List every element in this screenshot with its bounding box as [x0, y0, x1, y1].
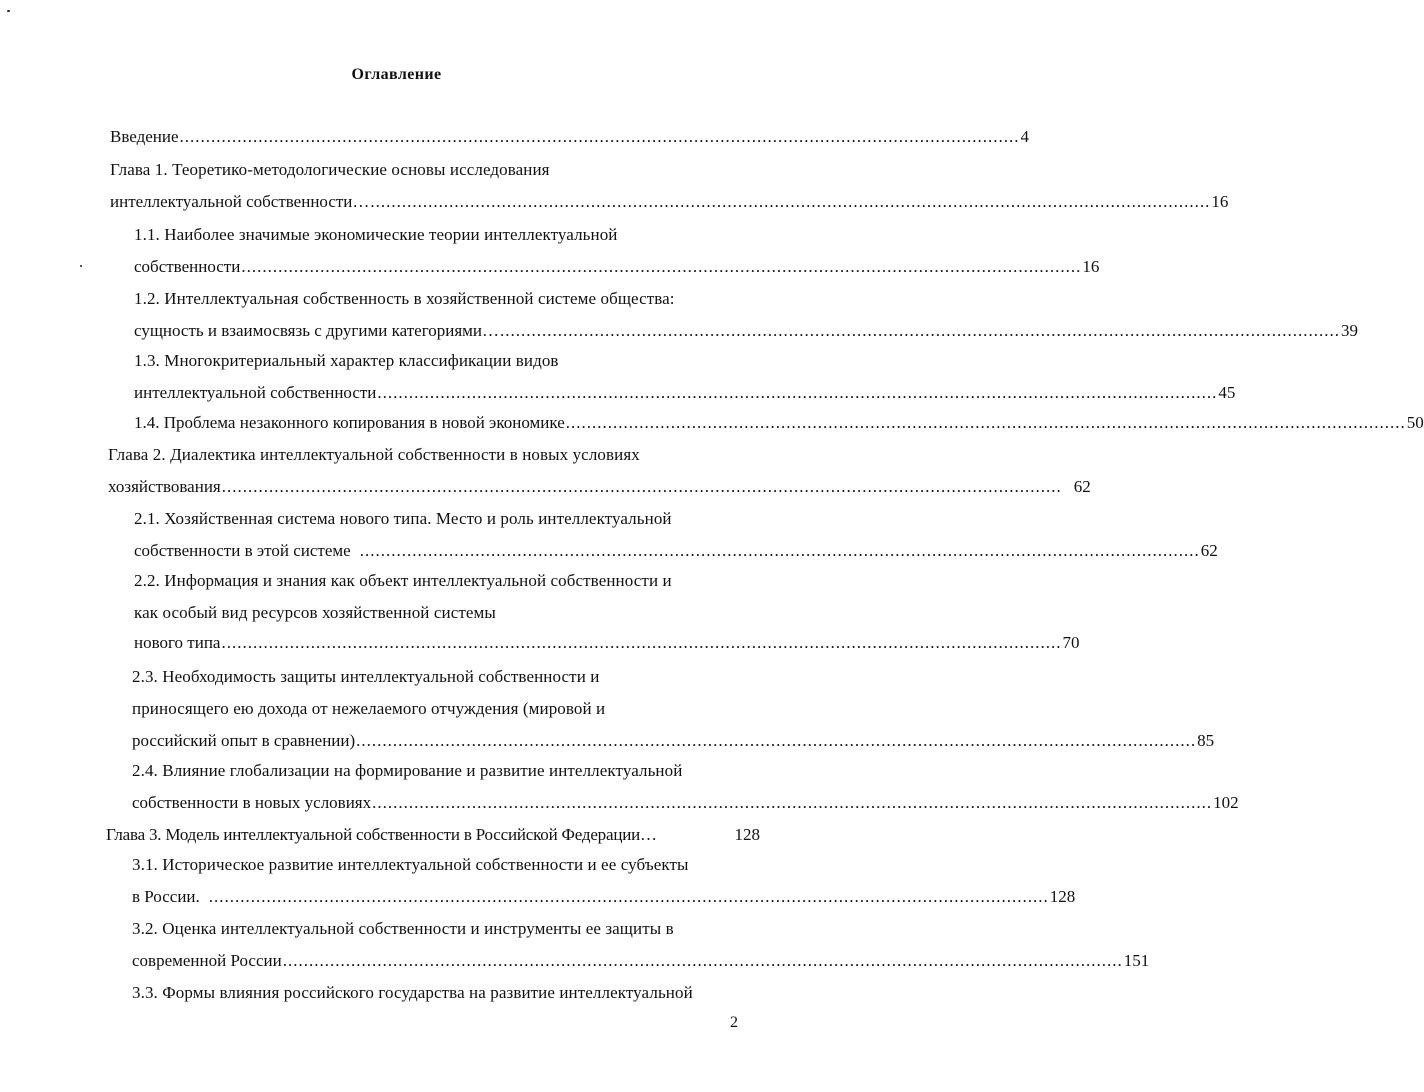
toc-entry-page: 16: [1082, 257, 1100, 276]
scan-speck: [7, 10, 10, 12]
toc-entry-text[interactable]: приносящего ею дохода от нежелаемого отчуждения (мировой и: [132, 699, 606, 718]
dot-leader: ................................................................................................................................................................: [179, 127, 1020, 146]
page-title: Оглавление: [351, 66, 442, 83]
toc-entry-text: интеллектуальной собственности: [134, 383, 377, 402]
toc-entry-text: Глава 3. Модель интеллектуальной собственности в Российской Федерации…: [106, 825, 657, 844]
toc-entry[interactable]: [134, 412, 1424, 434]
toc-entry-text: хозяйствования: [108, 477, 221, 496]
toc-entry-page: 128: [1049, 887, 1076, 906]
dot-leader: ................................................................................................................................................................: [282, 951, 1123, 970]
toc-entry-text[interactable]: 3.3. Формы влияния российского государства на развитие интеллектуальной: [132, 983, 693, 1002]
toc-entry[interactable]: [134, 320, 1359, 342]
toc-entry-text: в России.: [132, 887, 200, 906]
toc-entry[interactable]: [110, 191, 1229, 213]
toc-entry-page: 62: [1073, 477, 1091, 496]
toc-entry-text[interactable]: 2.3. Необходимость защиты интеллектуальной собственности и: [132, 667, 600, 686]
toc-entry-page: 85: [1197, 731, 1215, 750]
toc-entry-text[interactable]: 1.3. Многокритериальный характер классификации видов: [134, 351, 559, 370]
dot-leader: ................................................................................................................................................................: [372, 793, 1213, 812]
toc-entry[interactable]: [110, 126, 1030, 148]
toc-entry[interactable]: [134, 256, 1100, 278]
toc-entry-page: 45: [1218, 383, 1236, 402]
toc-entry-page: 39: [1341, 321, 1359, 340]
toc-entry-text: собственности: [134, 257, 241, 276]
toc-entry[interactable]: [134, 382, 1236, 404]
toc-entry[interactable]: [134, 632, 1080, 654]
toc-entry-text: Введение: [110, 127, 179, 146]
toc-entry-page: 16: [1211, 192, 1229, 211]
toc-entry-page: 70: [1062, 633, 1080, 652]
toc-entry-page: 62: [1200, 541, 1218, 560]
toc-entry-page: 50: [1406, 413, 1424, 432]
toc-entry[interactable]: [134, 540, 1218, 562]
dot-leader: ................................................................................................................................................................: [370, 192, 1211, 211]
dot-leader: ................................................................................................................................................................: [208, 887, 1049, 906]
toc-entry-text[interactable]: 1.1. Наиболее значимые экономические теории интеллектуальной: [134, 225, 618, 244]
dot-leader: ................................................................................................................................................................: [565, 413, 1406, 432]
dot-leader: ................................................................................................................................................................: [241, 257, 1082, 276]
page-number: 2: [730, 1014, 738, 1031]
toc-entry[interactable]: [106, 824, 760, 846]
toc-entry[interactable]: [132, 792, 1239, 814]
toc-entry[interactable]: [108, 476, 1091, 498]
dot-leader: ................................................................................................................................................................: [377, 383, 1218, 402]
toc-entry-page: 128: [734, 825, 760, 844]
toc-entry-text[interactable]: 3.1. Историческое развитие интеллектуальной собственности и ее субъекты: [132, 855, 689, 874]
toc-entry-text: нового типа: [134, 633, 221, 652]
toc-entry-page: 4: [1020, 127, 1030, 146]
toc-entry[interactable]: [132, 886, 1076, 908]
toc-entry-text: российский опыт в сравнении): [132, 731, 356, 750]
toc-entry-text: сущность и взаимосвязь с другими категориями…: [134, 321, 500, 340]
toc-entry-text: интеллектуальной собственности…: [110, 192, 370, 211]
toc-entry-text[interactable]: 1.2. Интеллектуальная собственность в хозяйственной системе общества:: [134, 289, 675, 308]
dot-leader: ................................................................................................................................................................: [221, 633, 1062, 652]
toc-entry-text: собственности в этой системе: [134, 541, 351, 560]
toc-entry-text[interactable]: 2.1. Хозяйственная система нового типа. Место и роль интеллектуальной: [134, 509, 672, 528]
toc-entry-text: 1.4. Проблема незаконного копирования в новой экономике: [134, 413, 565, 432]
toc-entry-text[interactable]: 3.2. Оценка интеллектуальной собственности и инструменты ее защиты в: [132, 919, 674, 938]
toc-entry-text[interactable]: Глава 2. Диалектика интеллектуальной собственности в новых условиях: [108, 445, 640, 464]
toc-entry-page: 102: [1213, 793, 1239, 812]
toc-entry-text[interactable]: 2.4. Влияние глобализации на формирование и развитие интеллектуальной: [132, 761, 683, 780]
toc-entry-text: собственности в новых условиях: [132, 793, 372, 812]
toc-entry-text: современной России: [132, 951, 282, 970]
toc-entry[interactable]: [132, 730, 1215, 752]
dot-leader: ................................................................................................................................................................: [359, 541, 1200, 560]
toc-entry-text[interactable]: Глава 1. Теоретико-методологические основы исследования: [110, 160, 550, 179]
toc-entry-text[interactable]: 2.2. Информация и знания как объект интеллектуальной собственности и: [134, 571, 672, 590]
toc-entry-text[interactable]: как особый вид ресурсов хозяйственной системы: [134, 603, 496, 622]
dot-leader: ................................................................................................................................................................: [500, 321, 1341, 340]
dot-leader: ................................................................................................................................................................: [221, 477, 1062, 496]
toc-entry[interactable]: [132, 950, 1150, 972]
dot-leader: ................................................................................................................................................................: [356, 731, 1197, 750]
scan-speck: [80, 265, 82, 267]
toc-entry-page: 151: [1123, 951, 1150, 970]
